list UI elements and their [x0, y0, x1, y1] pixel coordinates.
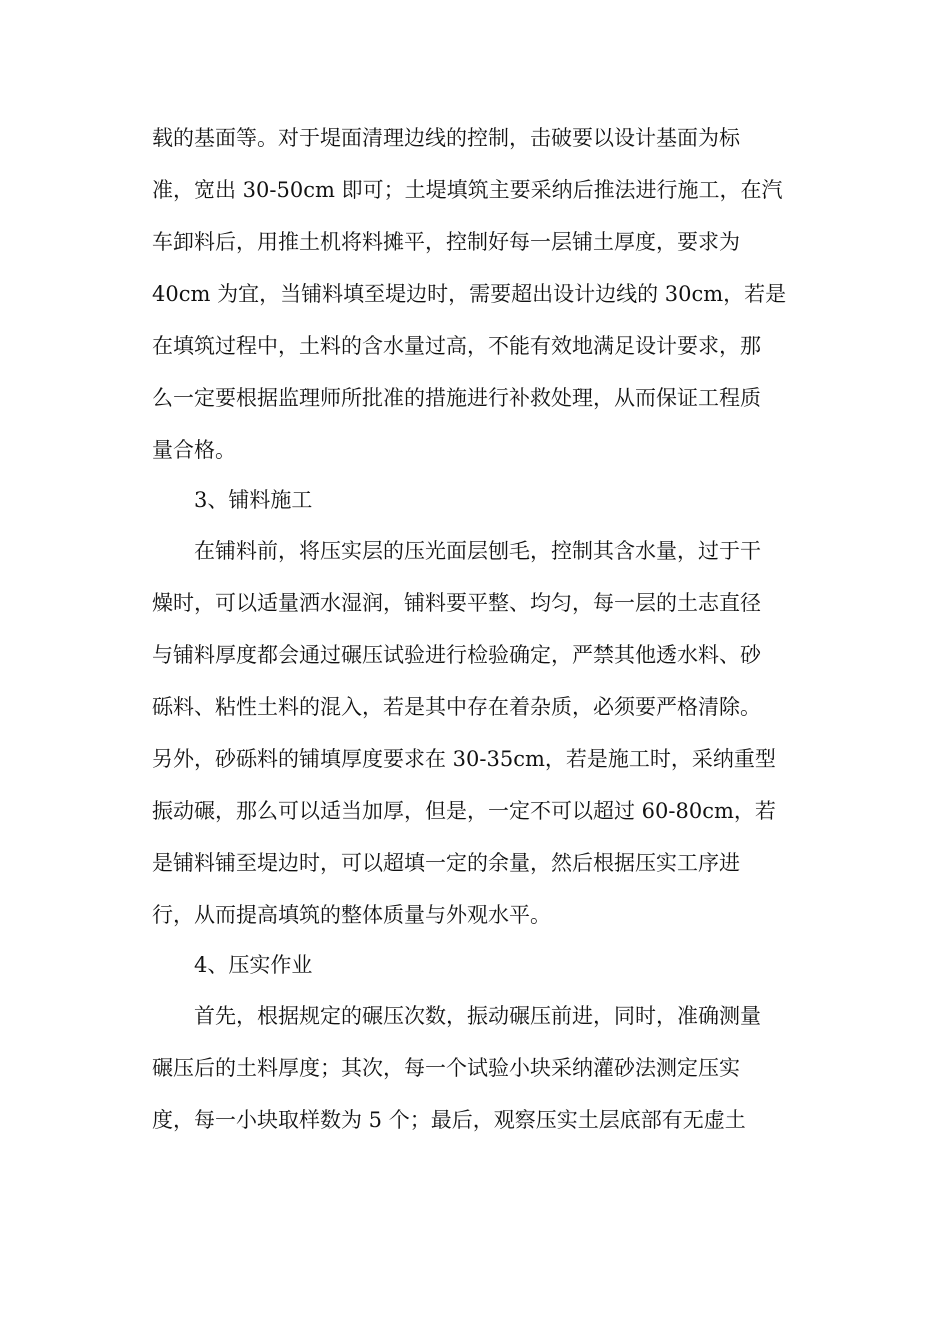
paragraph-line: 行，从而提高填筑的整体质量与外观水平。 — [152, 903, 551, 927]
paragraph-line: 首先，根据规定的碾压次数，振动碾压前进，同时，准确测量 — [194, 1004, 761, 1028]
paragraph-line: 40cm 为宜，当铺料填至堤边时，需要超出设计边线的 30cm，若是 — [152, 282, 787, 306]
paragraph-line: 与铺料厚度都会通过碾压试验进行检验确定，严禁其他透水料、砂 — [152, 643, 761, 667]
paragraph-line: 在填筑过程中，土料的含水量过高，不能有效地满足设计要求，那 — [152, 334, 761, 358]
section-heading: 4、压实作业 — [194, 953, 313, 977]
paragraph-line: 载的基面等。对于堤面清理边线的控制，击破要以设计基面为标 — [152, 126, 740, 150]
section-heading: 3、铺料施工 — [194, 488, 313, 512]
paragraph-line: 车卸料后，用推土机将料摊平，控制好每一层铺土厚度，要求为 — [152, 230, 740, 254]
paragraph-line: 碾压后的土料厚度；其次，每一个试验小块采纳灌砂法测定压实 — [152, 1056, 740, 1080]
paragraph-line: 另外，砂砾料的铺填厚度要求在 30-35cm，若是施工时，采纳重型 — [152, 747, 776, 771]
paragraph-line: 砾料、粘性土料的混入，若是其中存在着杂质，必须要严格清除。 — [152, 695, 761, 719]
paragraph-line: 么一定要根据监理师所批准的措施进行补救处理，从而保证工程质 — [152, 386, 761, 410]
paragraph-line: 在铺料前，将压实层的压光面层刨毛，控制其含水量，过于干 — [194, 539, 761, 563]
paragraph-line: 燥时，可以适量洒水湿润，铺料要平整、均匀，每一层的土志直径 — [152, 591, 761, 615]
paragraph-line: 量合格。 — [152, 438, 236, 462]
paragraph-line: 准，宽出 30-50cm 即可；土堤填筑主要采纳后推法进行施工，在汽 — [152, 178, 783, 202]
paragraph-line: 度，每一小块取样数为 5 个；最后，观察压实土层底部有无虚土 — [152, 1108, 746, 1132]
paragraph-line: 是铺料铺至堤边时，可以超填一定的余量，然后根据压实工序进 — [152, 851, 740, 875]
paragraph-line: 振动碾，那么可以适当加厚，但是，一定不可以超过 60-80cm，若 — [152, 799, 776, 823]
